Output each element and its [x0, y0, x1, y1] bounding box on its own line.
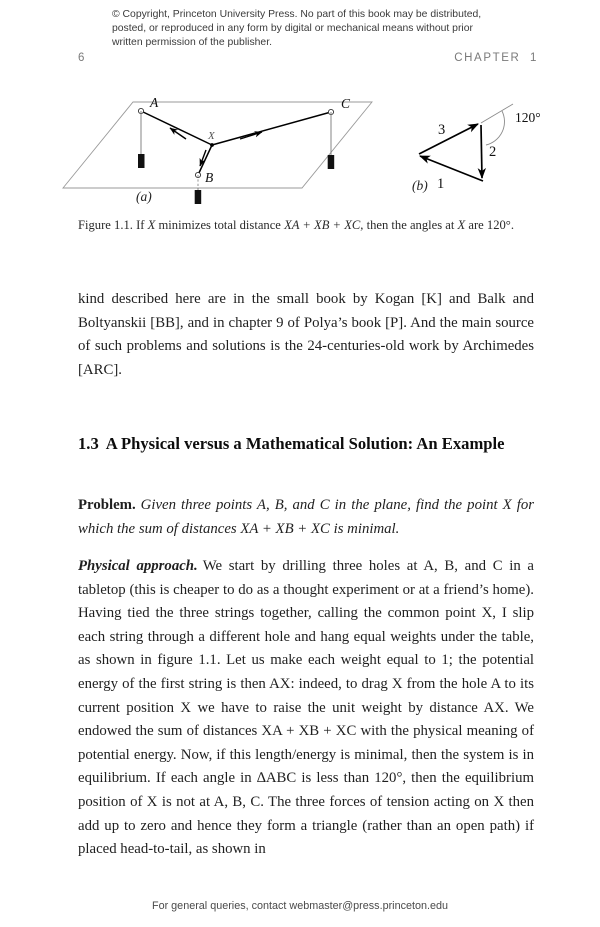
running-head [78, 52, 538, 68]
label-force-2: 2 [489, 144, 497, 160]
point-x-dot [210, 143, 214, 147]
label-point-a: A [150, 95, 159, 110]
problem-text: Given three points A, B, and C in the plane, find the point X for which the sum of distances XA + XB + XC is minimal. [78, 497, 534, 537]
figure-caption-part2: minimizes total distance [158, 218, 281, 232]
label-point-b: B [205, 170, 214, 185]
panel-a-group [63, 95, 372, 204]
panel-b-group [412, 104, 541, 193]
paragraph-problem [78, 494, 534, 541]
section-title: A Physical versus a Mathematical Solution: An Example [105, 433, 505, 453]
tension-arrow-c [240, 132, 262, 139]
figure-caption-number: Figure 1.1. [78, 218, 133, 232]
footer-queries: For general queries, contact webmaster@press.princeton.edu [151, 900, 449, 912]
label-angle-120: 120° [515, 110, 541, 125]
figure-caption-x2: X [457, 218, 466, 232]
string-c-x [212, 112, 331, 145]
weight-b [195, 190, 202, 204]
label-point-x: X [208, 130, 215, 142]
copyright-notice: © Copyright, Princeton University Press. No part of this book may be distributed, posted, or reproduced in any form by digital or mechanical means without prior written permission of the publisher. [112, 9, 482, 49]
label-point-c: C [341, 96, 351, 111]
chapter-label: CHAPTER 1 [454, 52, 538, 64]
label-force-1: 1 [437, 176, 445, 192]
physical-lead: Physical approach. [78, 558, 198, 574]
figure-caption-x1: X [147, 218, 156, 232]
page-number: 6 [78, 52, 86, 64]
figure-caption-part4: are 120°. [468, 218, 514, 232]
figure-caption-part3: then the angles at [366, 218, 455, 232]
section-heading [78, 432, 534, 456]
section-number: 1.3 [78, 433, 99, 453]
figure-1-1 [0, 82, 600, 212]
force-vector-1 [420, 156, 483, 181]
tabletop-plane [63, 102, 372, 188]
physical-text: We start by drilling three holes at A, B, and C in a tabletop (this is cheaper to do as a thought experiment or at a friend’s home). Having tied the three strings together, calling the common point X, I slip each string through a different hole and hang equal weights under the table, as shown in figure 1.1. Let us make each weight equal to 1; the potential energy of the first string is then AX: indeed, to drag X from the hole A to its current position X we have to raise the unit weight by distance AX. We endowed the sum of distances XA + XB + XC with the physical meaning of potential energy. Now, if this length/energy is minimal, then the system is in equilibrium. If each angle in ∆ABC is less than 120°, then the equilibrium position of X is not at A, B, C. The three forces of tension acting on X then add up to zero and hence they form a triangle (rather than an open path) if placed head-to-tail, as shown in [78, 558, 534, 858]
force-vector-3 [419, 124, 478, 154]
force-vector-2 [481, 125, 482, 178]
extension-ray [481, 104, 513, 123]
figure-caption [78, 217, 534, 235]
paragraph-references: kind described here are in the small book by Kogan [K] and Balk and Boltyanskii [BB], and in chapter 9 of Polya’s book [P]. And the main source of such problems and solutions is the 24-centuries-old work by Archimedes [ARC]. [78, 291, 534, 378]
figure-caption-math: XA + XB + XC, [284, 218, 364, 232]
label-force-3: 3 [438, 122, 446, 138]
weight-c [328, 155, 335, 169]
problem-lead: Problem. [78, 497, 136, 513]
weight-a [138, 154, 145, 168]
label-panel-b: (b) [412, 178, 428, 193]
figure-caption-part1: If [136, 218, 145, 232]
angle-arc [486, 111, 504, 145]
figure-svg [0, 82, 600, 212]
tension-arrow-a [170, 128, 186, 139]
paragraph-physical-approach [78, 555, 534, 862]
string-a-x [141, 111, 212, 145]
label-panel-a: (a) [136, 189, 152, 204]
